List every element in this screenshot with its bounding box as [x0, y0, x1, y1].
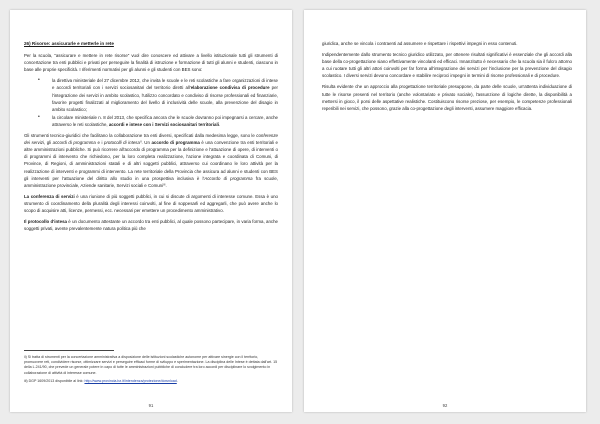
- text-run: Gli strumenti tecnico-giuridici che facilitano la collaborazione tra enti diversi, specificati dalla medesima legge, sono le: [24, 133, 257, 139]
- bullet-text: la direttiva ministeriale del 27 dicembre 2012, che invita le scuole e le reti scolastiche a fare organizzazioni di intese e accordi territoriali con i servizi sociosanitari del territorio diretti all': [52, 78, 278, 91]
- bullet-bold-text: accordi e intese con i Servizi sociosanitari territoriali: [108, 121, 219, 127]
- text-run: .: [176, 378, 178, 383]
- footnote-divider: [24, 350, 114, 351]
- bullet-bold-text: elaborazione condivisa di procedure: [190, 85, 270, 91]
- italic-run: protocolli di intesa: [104, 140, 140, 146]
- text-run: iii) DGP 1609/2013 disponibile al link:: [24, 378, 85, 383]
- conference-paragraph: [24, 193, 278, 214]
- italic-run: conferenze dei servizi: [24, 133, 278, 146]
- text-run: è una convenzione tra enti territoriali e altre amministrazioni pubbliche. Si può ricorrere all'accordo di programma per la definizione e l'attuazione di opere, di interventi o di programmi di intervento che richiedono, per la loro completa realizzazione, l'azione integrata e coordinata di Comuni, di Province, di Regioni, di amministrazioni statali e di altri soggetti pubblici, attraverso cui coordinano le loro attività per la realizzazione di interventi e programmi di intervento. La rete territoriale della Provincia che assicura ad alunni e studenti con BES gli interventi per l'attuazione del diritto allo studio in una prospettiva inclusiva è l': [24, 140, 278, 181]
- resources-paragraph: Risulta evidente che un approccio alla progettazione territoriale presuppone, da parte delle scuole, un'attenta individuazione di tutte le risorse presenti nel territorio (anche volontariato e privato sociale), l'assunzione di logiche dirette, la disponibilità a mettersi in gioco, il porsi delle aspettative realistiche. Costituiscono risorse preziose, per esempio, le competenze professionali reperibili nei servizi, che possono, grazie alla co-progettazione degli interventi, assumere maggiore efficacia.: [322, 84, 572, 111]
- intro-paragraph: Per la scuola, "assicurare e mettere in rete risorse" vuol dire conoscere ed attivare a livello istituzionale tutti gli strumenti di concertazione tra enti pubblici e privati per perseguire la finalità di istruzione e formazione di tutti gli alunni e studenti, ciascuno in base alle proprie specificità. I riferimenti normativi per gli alunni e gli studenti con BES sono:: [24, 53, 278, 73]
- tools-paragraph: [24, 132, 278, 189]
- page-number: 91: [148, 403, 154, 408]
- coplanning-paragraph: Indipendentemente dallo strumento tecnico giuridico utilizzato, per ottenere risultati significativi è essenziale che gli accordi alla base della co-progettazione siano effettivamente vincolanti ed efficaci. Innanzitutto è necessario che la scuola sia il fulcro attorno a cui ruotare tutti gli altri attori coinvolti per far forma all'integrazione dei servizi per l'inclusione per la prevenzione del disagio scolastico. I diversi servizi devono concordare e stabilire reciproci impegni in termini di risorse professionali e di procedure.: [322, 52, 572, 79]
- italic-run: Accordo di programma: [204, 175, 253, 181]
- footnote-link[interactable]: http://www.provincia.bz.it/intendenza/protezione/download: [84, 378, 177, 383]
- bold-run: La conferenza di servizi: [24, 193, 75, 199]
- references-list: [24, 77, 278, 128]
- bullet-text: per l'integrazione dei servizi in ambito scolastico, l'utilizzo concordato e condiviso di risorse professionali ed finanziarie, favorire progetti finalizzati al miglioramento del livello di inclusività delle scuole, alla prevenzione del disagio in ambito scolastico;: [52, 85, 278, 112]
- italic-run: accordi di programma: [52, 140, 96, 146]
- page-number: 92: [442, 403, 448, 408]
- list-item: [38, 77, 278, 112]
- text-run: ⁱⁱ. Un: [139, 140, 152, 146]
- bullet-text: .: [218, 121, 221, 127]
- footnote: ii) Si tratta di strumenti per la concertazione amministrativa a disposizione delle istituzioni scolastiche autonome per attivare sinergie con il territorio, promuovere reti, condividere risorse, ottimizzare servizi e perseguire efficaci forme di sviluppo e sperimentazione. La disciplina delle Intese è dettata dall'art. 15 della L.241/90, che prevede un generale potere in capo di tutte le amministrazioni pubbliche di concludere tra loro accordi per disciplinare lo svolgimento in collaborazione di attività di interesse comune.: [24, 355, 278, 375]
- text-run: è una riunione di più soggetti pubblici, in cui si discute di argomenti di interesse comune. Essa è uno strumento di coordinamento della pluralità degli interessi coinvolti, al fine di soppesarli ed aggregarli, che può avere anche lo scopo di acquisire atti, licenze, permessi, ecc. necessari per emettere un procedimento amministrativo.: [24, 193, 278, 213]
- text-run: e i: [95, 140, 105, 146]
- list-item: [38, 114, 278, 128]
- bold-run: Il protocollo d'intesa: [24, 219, 67, 225]
- bullet-text: la circolare ministeriale n. 8 del 2013, che specifica ancora che le scuole dovranno poi impegnarsi a cercare, anche attraverso le reti scolastiche,: [52, 114, 278, 127]
- text-run: è un documento attestante un accordo tra enti pubblici, al quale possono partecipare, in varia forma, anche soggetti privati, avente prevalentemente natura politica più che: [24, 219, 278, 232]
- footnote: [24, 379, 278, 384]
- text-run: fra scuole, amministrazione provinciale, Aziende sanitarie, Servizi sociali e Comuniⁱⁱⁱ.: [24, 175, 278, 188]
- left-page: [10, 10, 292, 412]
- protocol-paragraph: [24, 218, 278, 232]
- continuation-paragraph: giuridica, anche se vincola i contraenti ad assumere e rispettare i rispettivi impegni in esso contenuti.: [322, 41, 518, 46]
- section-heading: 26) Risorse: assicurarle e metterle in rete: [24, 41, 114, 46]
- bold-run: accordo di programma: [151, 140, 200, 146]
- text-run: , gli: [43, 140, 53, 146]
- right-page: [304, 10, 586, 412]
- footnotes: [24, 355, 278, 387]
